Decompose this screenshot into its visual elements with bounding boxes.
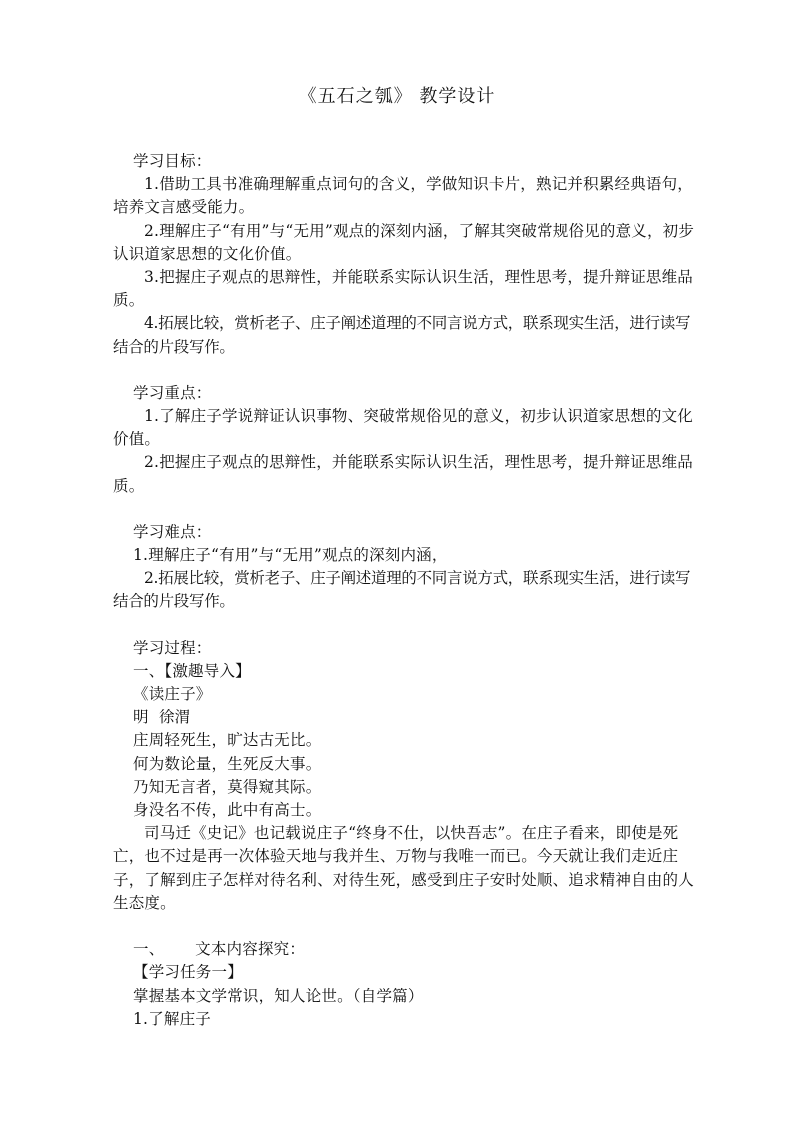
task1-heading: 【学习任务一】 xyxy=(133,963,243,982)
goal-item: 3.把握庄子观点的思辩性，并能联系实际认识生活，理性思考，提升辩证思维品质。 xyxy=(113,268,693,310)
goal-item: 1.借助工具书准确理解重点词句的含义，学做知识卡片，熟记并积累经典语句，培养文言感受能力。 xyxy=(113,175,693,217)
poem-line: 乃知无言者，莫得窥其际。 xyxy=(133,777,322,796)
process-heading: 学习过程： xyxy=(133,638,212,657)
document-title: 《五石之瓠》 教学设计 xyxy=(298,86,496,107)
goal-item: 2.理解庄子“有用”与“无用”观点的深刻内涵，了解其突破常规俗见的意义，初步认识道家思想的文化价值。 xyxy=(113,221,695,263)
poem-line: 庄周轻死生，旷达古无比。 xyxy=(133,731,322,750)
difficulty-item: 1.理解庄子“有用”与“无用”观点的深刻内涵， xyxy=(133,546,448,565)
spacer xyxy=(113,614,698,637)
spacer xyxy=(113,498,698,521)
intro-heading: 一、【激趣导入】 xyxy=(133,661,251,680)
spacer xyxy=(113,359,698,382)
difficulties-heading: 学习难点： xyxy=(133,522,212,541)
keypoint-item: 2.把握庄子观点的思辩性，并能联系实际认识生活，理性思考，提升辩证思维品质。 xyxy=(113,453,693,495)
keypoints-heading: 学习重点： xyxy=(133,383,212,402)
spacer xyxy=(113,915,698,938)
document-body xyxy=(113,150,698,1031)
keypoint-item: 1.了解庄子学说辩证认识事物、突破常规俗见的意义，初步认识道家思想的文化价值。 xyxy=(113,407,693,449)
task1-text: 掌握基本文学常识，知人论世。（自学篇） xyxy=(133,986,424,1005)
goal-item: 4.拓展比较，赏析老子、庄子阐述道理的不同言说方式，联系现实生活，进行读写结合的片段写作。 xyxy=(113,314,691,356)
poem-title: 《读庄子》 xyxy=(133,685,212,704)
difficulty-item: 2.拓展比较，赏析老子、庄子阐述道理的不同言说方式，联系现实生活，进行读写结合的片段写作。 xyxy=(113,569,691,611)
section2-heading: 一、 文本内容探究： xyxy=(133,940,306,959)
poem-line: 身没名不传，此中有高士。 xyxy=(133,801,322,820)
task1-item: 1.了解庄子 xyxy=(133,1009,211,1028)
poem-line: 何为数论量，生死反大事。 xyxy=(133,754,322,773)
goals-heading: 学习目标： xyxy=(133,152,212,170)
poem-author: 明 徐渭 xyxy=(133,708,191,727)
intro-paragraph: 司马迁《史记》也记载说庄子“终身不仕，以快吾志”。在庄子看来，即使是死亡，也不过是再一次体验天地与我并生、万物与我唯一而已。今天就让我们走近庄子，了解到庄子怎样对待名利、对待生死，感受到庄子安时处顺、追求精神自由的人生态度。 xyxy=(113,824,694,912)
